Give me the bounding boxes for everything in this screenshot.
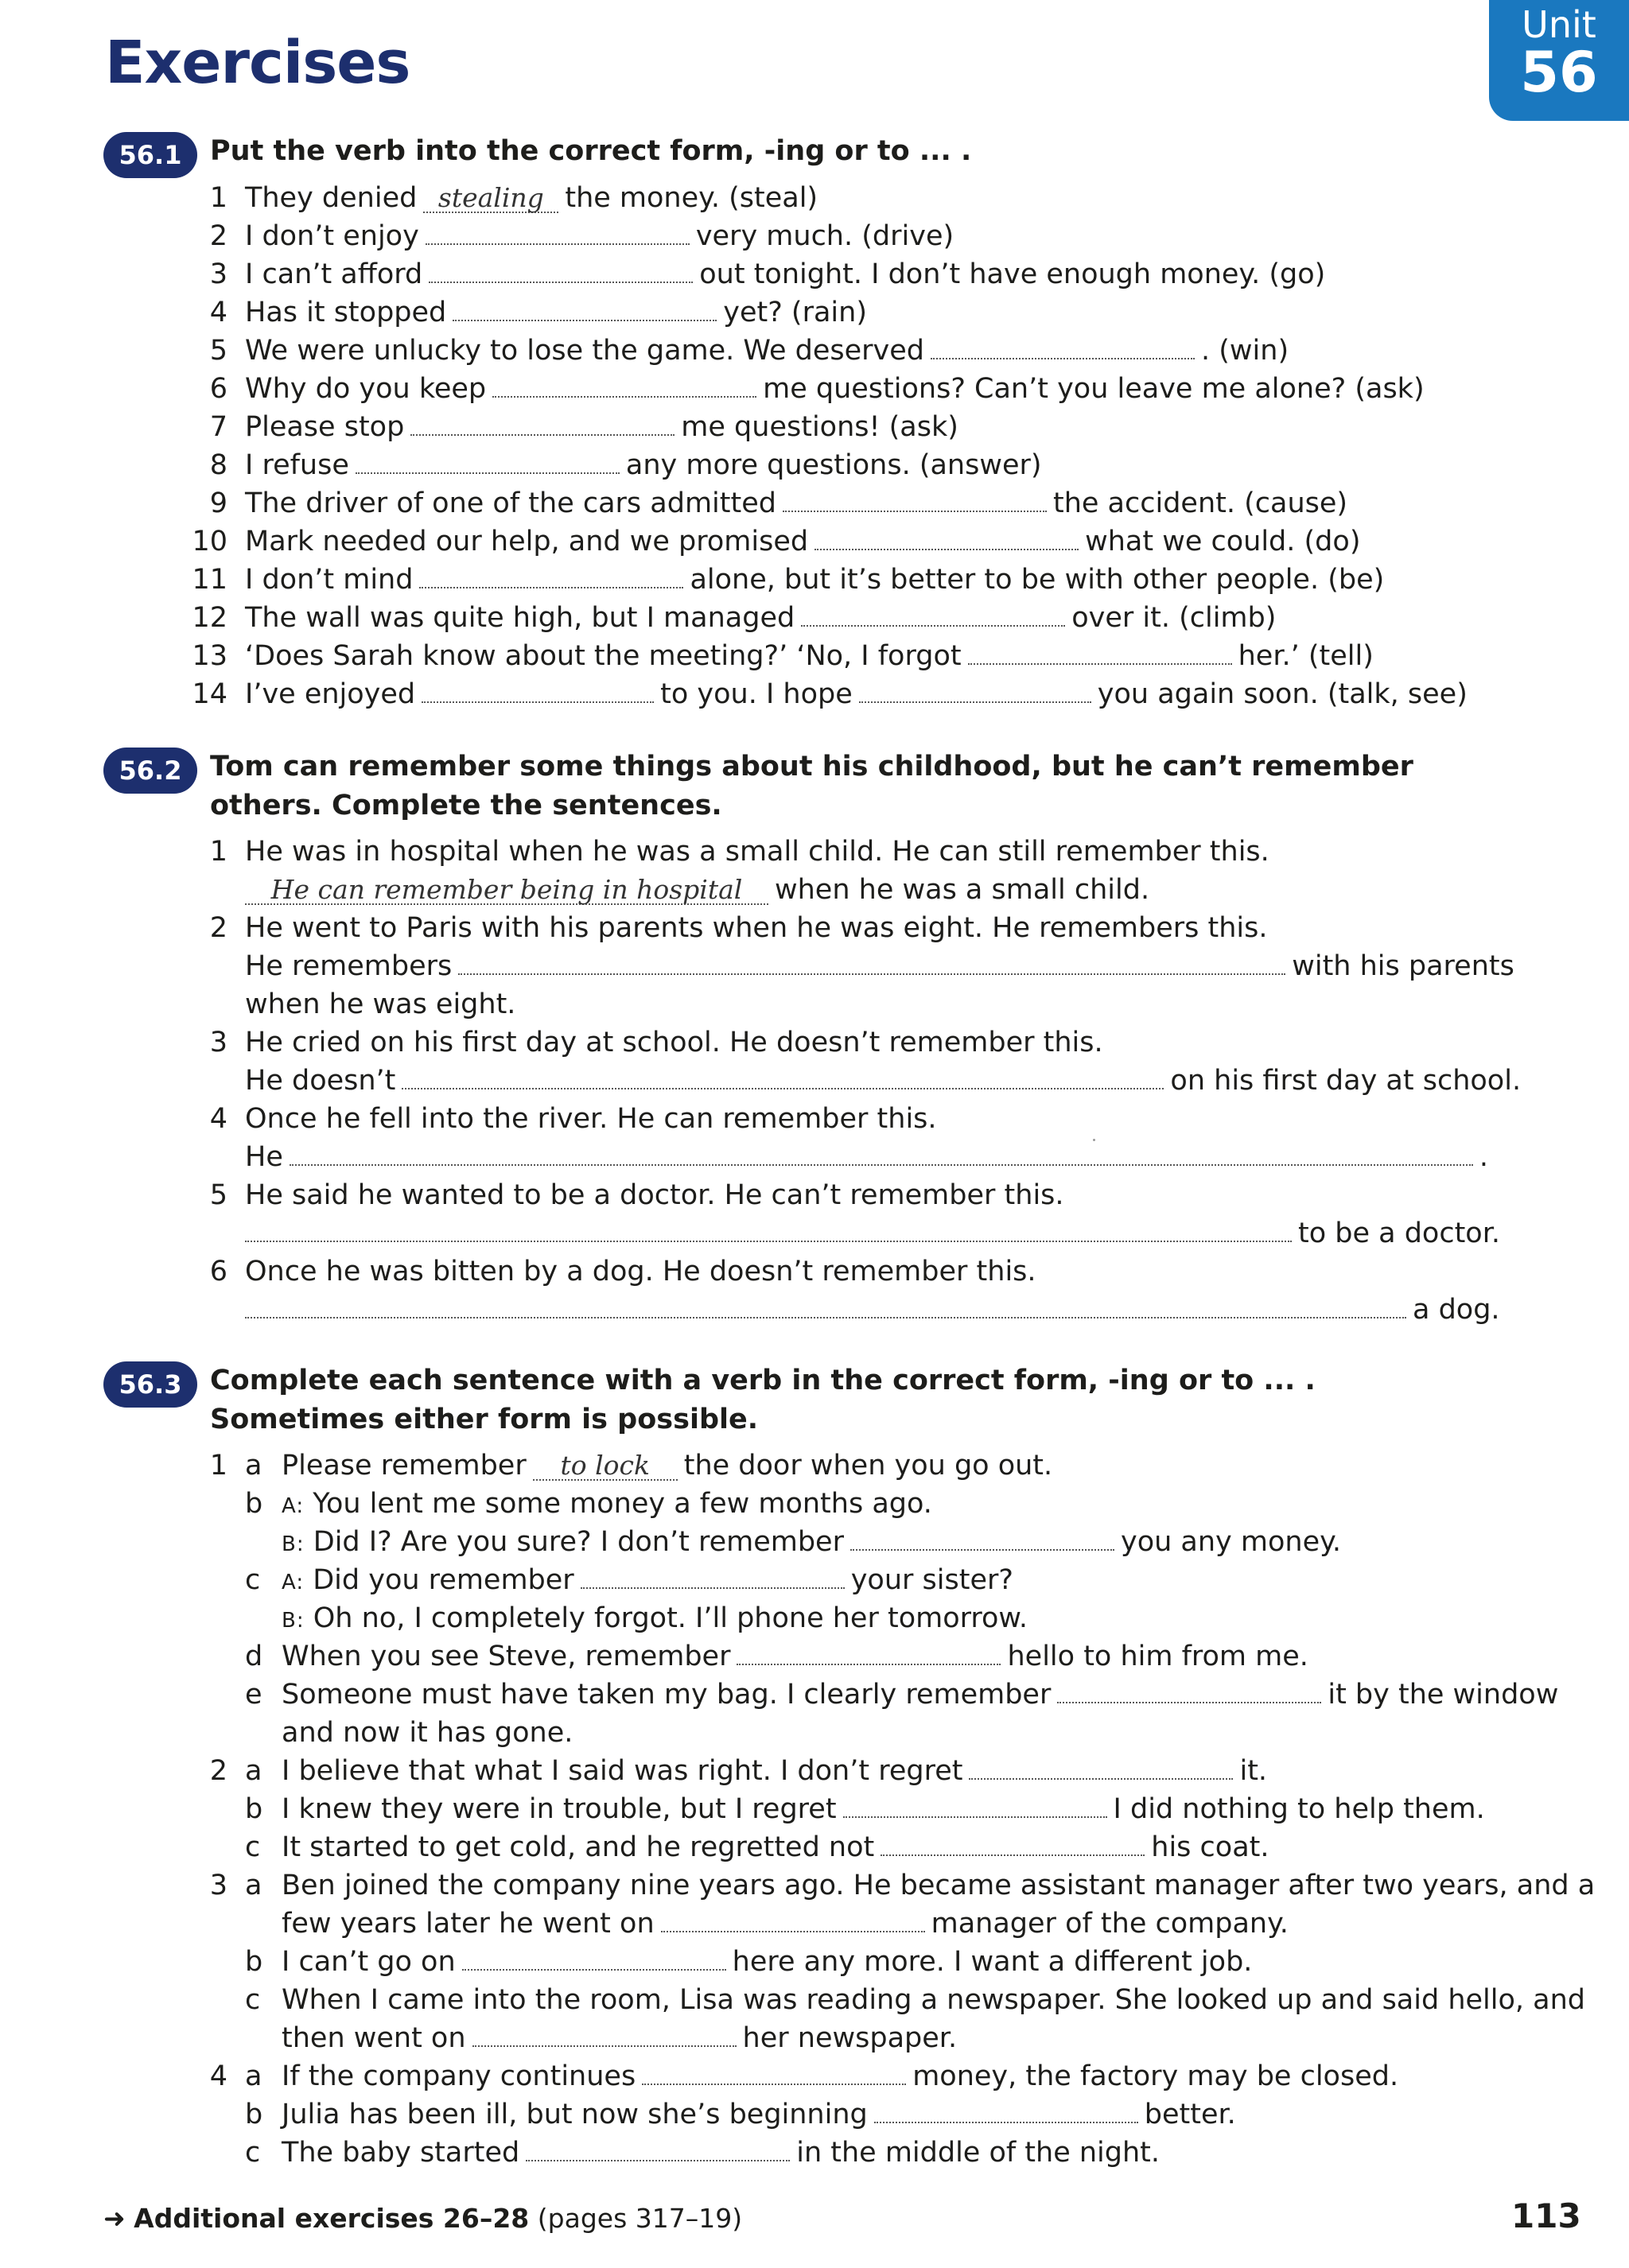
line-text: it. [1239,1755,1268,1787]
line-text: with his parents [1292,950,1514,982]
item-letter: b [245,1946,263,1978]
line-text: . [1479,1141,1488,1173]
line-text: I don’t mind [245,564,414,596]
exercise-line [282,1831,1269,1864]
line-text: out tonight. I don’t have enough money. (go) [699,258,1326,290]
line-text: Did you remember [313,1564,574,1596]
line-text: the money. (steal) [565,182,818,214]
line-text: Someone must have taken my bag. I clearly remember [282,1679,1052,1711]
answer-blank[interactable] [526,2138,790,2161]
exercise-line [282,1678,1558,1711]
answer-blank[interactable] [642,2061,906,2085]
answer-blank[interactable] [426,221,690,245]
exercise-line [245,258,1325,291]
link-pages: (pages 317–19) [537,2203,743,2234]
exercise-line [282,2136,1160,2169]
exercise-line [282,2098,1236,2131]
line-text: on his first day at school. [1170,1065,1522,1097]
exercise-line [245,219,954,253]
line-text: You lent me some money a few months ago. [313,1488,932,1520]
answer-blank[interactable] [290,1142,1473,1166]
exercise-line: Once he was bitten by a dog. He doesn’t remember this. [245,1256,1036,1287]
answer-blank[interactable] [783,488,1047,512]
line-text: here any more. I want a different job. [732,1946,1253,1978]
answer-blank[interactable] [472,2023,737,2047]
line-text: alone, but it’s better to be with other people. (be) [690,564,1385,596]
item-number: 2 [209,912,227,944]
exercise-line: He went to Paris with his parents when he was eight. He remembers this. [245,912,1268,944]
answer-blank[interactable] [245,1218,1292,1242]
item-number: 3 [209,1027,227,1058]
line-text: you again soon. (talk, see) [1097,678,1468,710]
exercise-line [282,1792,1485,1826]
answer-to-lock: to lock [533,1452,678,1481]
exercise-line: and now it has gone. [282,1717,573,1749]
item-number: 2 [209,220,227,252]
item-letter: b [245,2099,263,2130]
item-number: 9 [209,487,227,519]
exercise-line [245,372,1425,406]
answer-blank[interactable] [1057,1680,1321,1703]
item-number: 1 [209,836,227,868]
exercise-line [245,181,818,215]
line-text: when he was a small child. [775,874,1150,906]
exercise-line [282,1907,1289,1940]
answer-blank[interactable] [419,565,683,588]
line-text: the door when you go out. [683,1450,1053,1482]
exercise-line [282,1449,1052,1482]
line-text: ‘Does Sarah know about the meeting?’ ‘No, I forgot [245,640,962,672]
line-text: what we could. (do) [1085,526,1361,557]
item-letter: b [245,1793,263,1825]
unit-number: 56 [1520,40,1598,105]
line-text: He remembers [245,950,453,982]
item-letter: d [245,1641,263,1672]
exercise-line: He was in hospital when he was a small child. He can still remember this. [245,836,1269,868]
exercise-line: when he was eight. [245,988,516,1020]
exercise-line [282,1487,932,1523]
exercise-badge-56-3: 56.3 [103,1361,197,1408]
additional-exercises-link[interactable] [103,2203,742,2234]
line-text: I refuse [245,449,349,481]
answer-blank[interactable] [410,412,675,436]
exercise-line [245,334,1289,367]
line-text: Julia has been ill, but now she’s beginning [282,2099,868,2130]
line-text: his coat. [1151,1831,1269,1863]
line-text: The baby started [282,2137,520,2169]
item-letter: a [245,2060,262,2092]
answer-blank[interactable] [462,1947,726,1971]
item-letter: c [245,2137,261,2169]
line-text: her newspaper. [742,2022,958,2054]
exercise-line [245,410,958,444]
line-text: The driver of one of the cars admitted [245,487,776,519]
exercise-line: Ben joined the company nine years ago. He became assistant manager after two years, and a [282,1870,1596,1901]
answer-blank[interactable] [801,603,1065,627]
exercise-line [245,950,1514,983]
exercise-line: He cried on his first day at school. He doesn’t remember this. [245,1027,1103,1058]
item-letter: a [245,1450,262,1482]
item-number: 10 [192,526,227,557]
line-text: then went on [282,2022,466,2054]
exercise-line: Once he fell into the river. He can remember this. [245,1103,937,1135]
item-number: 12 [192,602,227,634]
line-text: He [245,1141,283,1173]
line-text: I don’t enjoy [245,220,419,252]
line-text: a dog. [1413,1294,1500,1326]
answer-example: He can remember being in hospital [245,876,768,905]
page-title: Exercises [105,29,410,97]
line-text: manager of the company. [931,1908,1289,1940]
exercise-badge-56-1: 56.1 [103,132,197,178]
line-text: any more questions. (answer) [625,449,1042,481]
exercise-instruction-56-3: Complete each sentence with a verb in the correct form, -ing or to ... . Sometimes either form is possible. [210,1365,1316,1435]
exercise-instruction-56-1: Put the verb into the correct form, -ing or to ... . [210,135,972,167]
answer-blank[interactable] [458,951,1285,975]
exercise-instruction-56-2: Tom can remember some things about his childhood, but he can’t remember others. Complete the sentences. [210,751,1413,821]
exercise-line [282,2021,957,2055]
exercise-line [282,1754,1267,1788]
answer-blank[interactable] [661,1909,925,1932]
line-text: her.’ (tell) [1238,640,1374,672]
answer-blank[interactable] [969,1756,1233,1780]
line-text: Why do you keep [245,373,487,405]
answer-blank[interactable] [968,641,1232,665]
line-text: me questions? Can’t you leave me alone? (ask) [763,373,1425,405]
exercise-line [245,1140,1488,1174]
answer-blank[interactable] [422,679,654,703]
line-text: We were unlucky to lose the game. We deserved [245,335,925,367]
exercise-line [245,1064,1521,1097]
item-letter: a [245,1755,262,1787]
arrow-right-icon: ➜ [103,2203,126,2234]
line-text: your sister? [850,1564,1013,1596]
exercise-line [282,1602,1028,1637]
answer-blank[interactable] [814,526,1079,550]
answer-blank[interactable] [581,1565,845,1589]
line-text: money, the factory may be closed. [912,2060,1399,2092]
item-number: 1 [209,182,227,214]
line-text: Mark needed our help, and we promised [245,526,809,557]
exercise-line [245,525,1360,558]
item-number: 8 [209,449,227,481]
line-text: very much. (drive) [695,220,954,252]
item-number: 6 [209,373,227,405]
speaker-label: B: [282,1609,305,1633]
line-text: I did nothing to help them. [1113,1793,1485,1825]
exercise-line [282,1640,1308,1673]
line-text: I knew they were in trouble, but I regret [282,1793,837,1825]
line-text: . (win) [1201,335,1289,367]
line-text: When you see Steve, remember [282,1641,731,1672]
item-number: 3 [209,1870,227,1901]
answer-blank[interactable] [931,336,1195,359]
unit-label: Unit [1522,3,1596,46]
item-number: 2 [209,1755,227,1787]
exercise-line [245,563,1384,596]
exercise-line [239,873,1149,907]
item-number: 3 [209,258,227,290]
item-number: 1 [209,1450,227,1482]
answer-blank[interactable] [881,1832,1145,1856]
page-number: 113 [1511,2196,1581,2235]
exercise-line [245,449,1042,482]
line-text: I can’t go on [282,1946,456,1978]
exercise-badge-56-2: 56.2 [103,748,197,794]
exercise-line [245,296,867,329]
line-text: it by the window [1328,1679,1559,1711]
exercise-line [282,1563,1013,1599]
line-text: Oh no, I completely forgot. I’ll phone her tomorrow. [313,1602,1028,1634]
item-letter: c [245,1831,261,1863]
item-number: 13 [192,640,227,672]
answer-blank[interactable] [850,1527,1114,1551]
item-letter: c [245,1984,261,2016]
line-text: They denied [245,182,418,214]
item-number: 5 [209,335,227,367]
item-number: 4 [209,297,227,328]
answer-blank[interactable] [737,1641,1001,1665]
line-text: me questions! (ask) [681,411,958,443]
line-text: yet? (rain) [723,297,867,328]
answer-blank[interactable] [453,297,717,321]
line-text: few years later he went on [282,1908,655,1940]
line-text: I can’t afford [245,258,423,290]
line-text: He doesn’t [245,1065,396,1097]
link-label: Additional exercises 26–28 [134,2203,530,2234]
item-letter: e [245,1679,262,1711]
item-letter: b [245,1488,263,1520]
item-number: 4 [209,1103,227,1135]
item-number: 11 [192,564,227,596]
exercise-line [239,1293,1500,1326]
line-text: the accident. (cause) [1052,487,1348,519]
exercise-line [245,487,1347,520]
line-text: I believe that what I said was right. I don’t regret [282,1755,963,1787]
answer-blank[interactable] [492,374,756,398]
item-letter: a [245,1870,262,1901]
line-text: to you. I hope [660,678,853,710]
answer-blank[interactable] [859,679,1091,703]
exercise-line: When I came into the room, Lisa was reading a newspaper. She looked up and said hello, and [282,1984,1586,2016]
line-text: over it. (climb) [1071,602,1277,634]
item-number: 6 [209,1256,227,1287]
answer-blank[interactable] [874,2099,1138,2123]
exercise-line [245,678,1468,711]
line-text: The wall was quite high, but I managed [245,602,795,634]
line-text: Has it stopped [245,297,447,328]
line-text: in the middle of the night. [796,2137,1161,2169]
exercise-line: He said he wanted to be a doctor. He can’t remember this. [245,1179,1064,1211]
line-text: If the company continues [282,2060,636,2092]
answer-blank[interactable] [429,259,693,283]
line-text: Please remember [282,1450,527,1482]
scan-speck [1093,1139,1095,1141]
answer-stealing: stealing [423,184,558,213]
line-text: you any money. [1120,1526,1341,1558]
line-text: Please stop [245,411,405,443]
exercise-line [239,1217,1500,1250]
exercise-line [282,2060,1398,2093]
line-text: It started to get cold, and he regretted not [282,1831,875,1863]
item-number: 5 [209,1179,227,1211]
speaker-label: B: [282,1532,305,1556]
item-number: 7 [209,411,227,443]
answer-blank[interactable] [245,1295,1406,1318]
exercise-line [282,1525,1341,1561]
exercise-line [245,601,1276,635]
speaker-label: A: [282,1571,305,1594]
exercise-line [282,1945,1252,1979]
unit-tab [1489,0,1629,121]
line-text: hello to him from me. [1007,1641,1308,1672]
item-number: 4 [209,2060,227,2092]
line-text: Did I? Are you sure? I don’t remember [313,1526,844,1558]
exercise-line [245,639,1374,673]
item-number: 14 [192,678,227,710]
line-text: better. [1144,2099,1236,2130]
speaker-label: A: [282,1494,305,1518]
line-text: to be a doctor. [1298,1217,1501,1249]
item-letter: c [245,1564,261,1596]
answer-blank[interactable] [356,450,620,474]
answer-blank[interactable] [402,1066,1164,1089]
answer-blank[interactable] [843,1794,1107,1818]
line-text: I’ve enjoyed [245,678,416,710]
